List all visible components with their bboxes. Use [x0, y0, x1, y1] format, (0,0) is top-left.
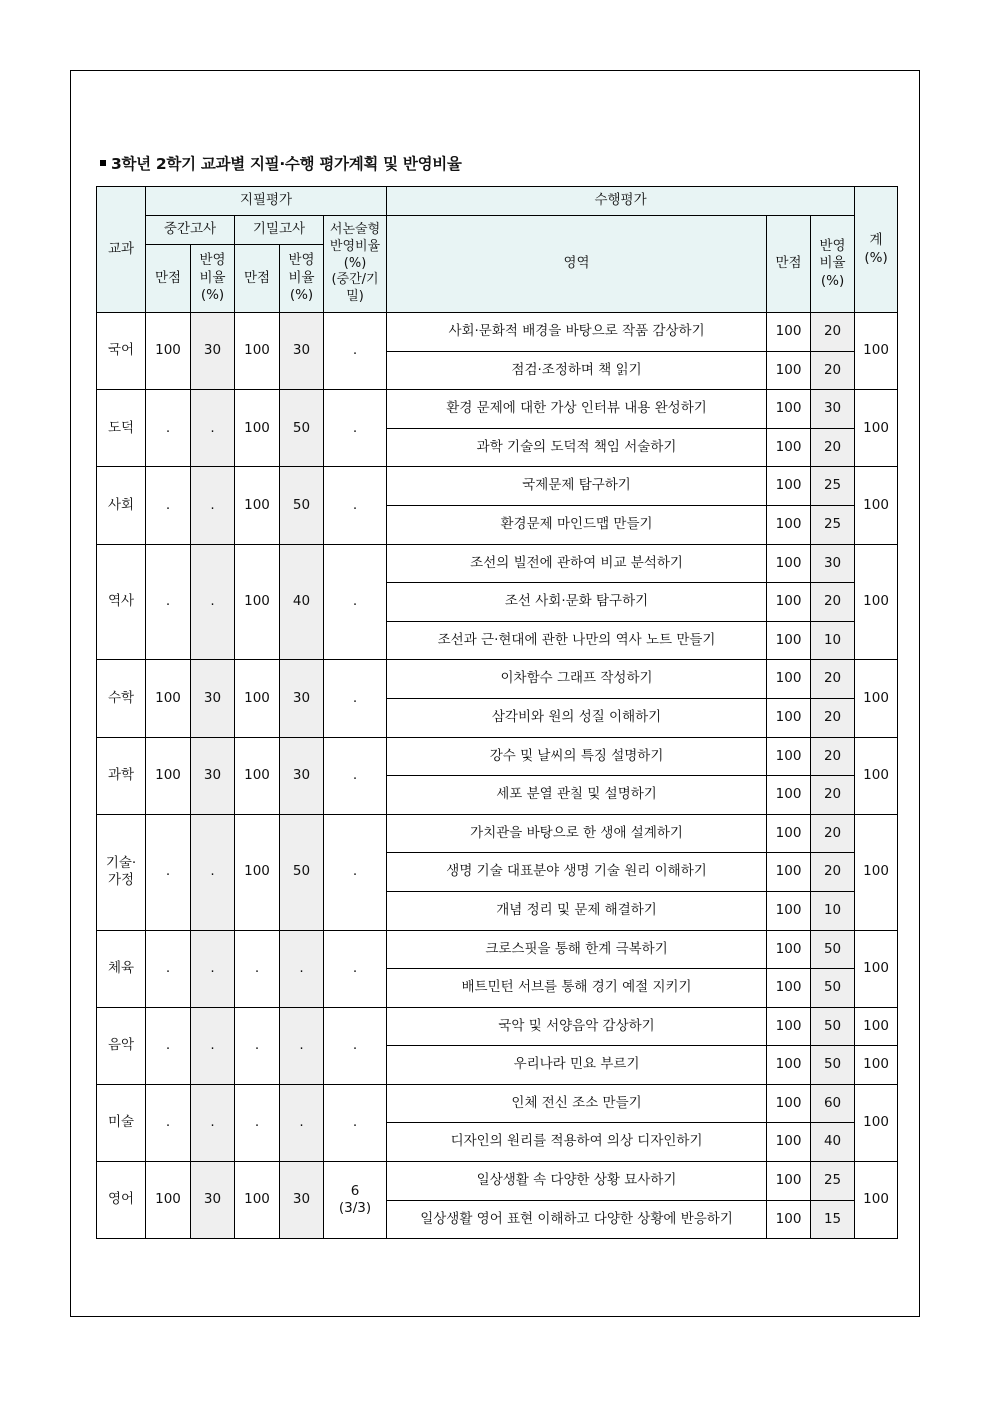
- perf-ratio: 50: [811, 1046, 855, 1085]
- perf-area: 환경 문제에 대한 가상 인터뷰 내용 완성하기: [387, 390, 767, 429]
- total-value: 100: [855, 814, 898, 930]
- perf-ratio: 20: [811, 428, 855, 467]
- perf-area: 국악 및 서양음악 감상하기: [387, 1007, 767, 1046]
- mid-full: 100: [146, 313, 191, 390]
- total-value: 100: [855, 467, 898, 544]
- subject-name: 영어: [97, 1162, 146, 1239]
- table-body: [97, 313, 898, 1239]
- perf-area: 배트민턴 서브를 통해 경기 예절 지키기: [387, 969, 767, 1008]
- essay-ratio: .: [324, 1084, 387, 1161]
- subject-name: 국어: [97, 313, 146, 390]
- table-row: [97, 544, 898, 583]
- perf-ratio: 25: [811, 1162, 855, 1201]
- fin-full: 100: [235, 390, 280, 467]
- perf-area: 생명 기술 대표분야 생명 기술 원리 이해하기: [387, 853, 767, 892]
- total-value: 100: [855, 660, 898, 737]
- perf-full: 100: [767, 698, 811, 737]
- perf-ratio: 20: [811, 583, 855, 622]
- perf-full: 100: [767, 621, 811, 660]
- subject-name: 기술· 가정: [97, 814, 146, 930]
- fin-full: 100: [235, 1162, 280, 1239]
- fin-ratio: 30: [280, 1162, 324, 1239]
- perf-ratio: 20: [811, 698, 855, 737]
- fin-full: .: [235, 1084, 280, 1161]
- perf-full: 100: [767, 737, 811, 776]
- total-value: 100: [855, 544, 898, 660]
- essay-ratio: .: [324, 467, 387, 544]
- mid-full: 100: [146, 1162, 191, 1239]
- perf-full: 100: [767, 930, 811, 969]
- mid-full: .: [146, 544, 191, 660]
- perf-ratio: 30: [811, 390, 855, 429]
- subject-name: 체육: [97, 930, 146, 1007]
- table-row: [97, 467, 898, 506]
- perf-area: 삼각비와 원의 성질 이해하기: [387, 698, 767, 737]
- perf-area: 조선 사회·문화 탐구하기: [387, 583, 767, 622]
- perf-full: 100: [767, 1200, 811, 1239]
- mid-full: .: [146, 390, 191, 467]
- mid-full: .: [146, 1007, 191, 1084]
- perf-ratio: 20: [811, 351, 855, 390]
- perf-area: 사회·문화적 배경을 바탕으로 작품 감상하기: [387, 313, 767, 352]
- perf-area: 과학 기술의 도덕적 책임 서술하기: [387, 428, 767, 467]
- total-value: 100: [855, 1162, 898, 1239]
- fin-full: 100: [235, 660, 280, 737]
- essay-ratio: .: [324, 1007, 387, 1084]
- perf-full: 100: [767, 776, 811, 815]
- table-row: [97, 390, 898, 429]
- square-bullet-icon: [100, 160, 106, 166]
- mid-ratio: .: [191, 467, 235, 544]
- header-midterm: 중간고사: [146, 216, 235, 245]
- perf-full: 100: [767, 1007, 811, 1046]
- mid-full: .: [146, 814, 191, 930]
- table-row: [97, 660, 898, 699]
- perf-area: 이차함수 그래프 작성하기: [387, 660, 767, 699]
- header-total: 계 (%): [855, 187, 898, 313]
- subject-name: 사회: [97, 467, 146, 544]
- header-mid-full: 만점: [146, 245, 191, 313]
- perf-area: 개념 정리 및 문제 해결하기: [387, 891, 767, 930]
- fin-full: 100: [235, 467, 280, 544]
- perf-ratio: 10: [811, 891, 855, 930]
- header-mid-ratio: 반영 비율 (%): [191, 245, 235, 313]
- fin-ratio: 50: [280, 814, 324, 930]
- total-value: 100: [855, 313, 898, 390]
- perf-full: 100: [767, 390, 811, 429]
- mid-ratio: .: [191, 1084, 235, 1161]
- perf-full: 100: [767, 505, 811, 544]
- mid-ratio: .: [191, 390, 235, 467]
- table-row: [97, 1084, 898, 1123]
- perf-area: 강수 및 날씨의 특징 설명하기: [387, 737, 767, 776]
- header-essay: 서논술형 반영비율 (%) (중간/기 밀): [324, 216, 387, 313]
- perf-ratio: 50: [811, 969, 855, 1008]
- perf-full: 100: [767, 1046, 811, 1085]
- perf-full: 100: [767, 467, 811, 506]
- perf-full: 100: [767, 969, 811, 1008]
- mid-ratio: 30: [191, 660, 235, 737]
- fin-ratio: .: [280, 930, 324, 1007]
- essay-ratio: .: [324, 313, 387, 390]
- fin-full: 100: [235, 544, 280, 660]
- mid-ratio: .: [191, 814, 235, 930]
- fin-full: 100: [235, 313, 280, 390]
- perf-area: 인체 전신 조소 만들기: [387, 1084, 767, 1123]
- perf-full: 100: [767, 853, 811, 892]
- perf-ratio: 20: [811, 660, 855, 699]
- table-row: [97, 1007, 898, 1046]
- mid-ratio: .: [191, 1007, 235, 1084]
- perf-ratio: 25: [811, 505, 855, 544]
- perf-area: 국제문제 탐구하기: [387, 467, 767, 506]
- perf-ratio: 30: [811, 544, 855, 583]
- perf-full: 100: [767, 544, 811, 583]
- perf-area: 환경문제 마인드맵 만들기: [387, 505, 767, 544]
- mid-ratio: .: [191, 930, 235, 1007]
- perf-area: 일상생활 속 다양한 상황 묘사하기: [387, 1162, 767, 1201]
- table-row: [97, 814, 898, 853]
- perf-area: 세포 분열 관칠 및 설명하기: [387, 776, 767, 815]
- perf-area: 조선의 빌전에 관하여 비교 분석하기: [387, 544, 767, 583]
- perf-ratio: 50: [811, 1007, 855, 1046]
- subject-name: 음악: [97, 1007, 146, 1084]
- perf-area: 점검·조정하며 책 읽기: [387, 351, 767, 390]
- fin-ratio: 30: [280, 737, 324, 814]
- essay-ratio: .: [324, 544, 387, 660]
- perf-full: 100: [767, 351, 811, 390]
- mid-ratio: .: [191, 544, 235, 660]
- fin-ratio: 30: [280, 313, 324, 390]
- perf-area: 조선과 근·현대에 관한 나만의 역사 노트 만들기: [387, 621, 767, 660]
- perf-ratio: 20: [811, 737, 855, 776]
- essay-ratio: .: [324, 660, 387, 737]
- perf-full: 100: [767, 583, 811, 622]
- fin-ratio: 50: [280, 467, 324, 544]
- header-final: 기밀고사: [235, 216, 324, 245]
- header-fin-ratio: 반영 비율 (%): [280, 245, 324, 313]
- essay-ratio: .: [324, 390, 387, 467]
- mid-full: .: [146, 930, 191, 1007]
- header-subject: 교과: [97, 187, 146, 313]
- perf-area: 크로스핏을 통해 한계 극복하기: [387, 930, 767, 969]
- perf-area: 우리나라 민요 부르기: [387, 1046, 767, 1085]
- fin-ratio: .: [280, 1007, 324, 1084]
- header-perf-full: 만점: [767, 216, 811, 313]
- page-title: 3학년 2학기 교과별 지필·수행 평가계획 및 반영비율: [100, 152, 462, 174]
- subject-name: 미술: [97, 1084, 146, 1161]
- mid-full: .: [146, 1084, 191, 1161]
- perf-full: 100: [767, 1084, 811, 1123]
- fin-ratio: 40: [280, 544, 324, 660]
- perf-full: 100: [767, 1162, 811, 1201]
- mid-ratio: 30: [191, 737, 235, 814]
- perf-ratio: 10: [811, 621, 855, 660]
- subject-name: 도덕: [97, 390, 146, 467]
- perf-ratio: 25: [811, 467, 855, 506]
- perf-full: 100: [767, 660, 811, 699]
- fin-full: .: [235, 930, 280, 1007]
- total-value: 100: [855, 930, 898, 1007]
- perf-full: 100: [767, 428, 811, 467]
- perf-ratio: 20: [811, 776, 855, 815]
- fin-ratio: 30: [280, 660, 324, 737]
- perf-area: 가치관을 바탕으로 한 생애 설계하기: [387, 814, 767, 853]
- perf-full: 100: [767, 814, 811, 853]
- mid-ratio: 30: [191, 313, 235, 390]
- table-row: [97, 737, 898, 776]
- fin-full: 100: [235, 814, 280, 930]
- perf-ratio: 20: [811, 853, 855, 892]
- subject-name: 역사: [97, 544, 146, 660]
- total-value: 100: [855, 737, 898, 814]
- perf-ratio: 50: [811, 930, 855, 969]
- fin-ratio: 50: [280, 390, 324, 467]
- table-row: [97, 1162, 898, 1201]
- total-value: 100: [855, 1007, 898, 1046]
- fin-ratio: .: [280, 1084, 324, 1161]
- perf-full: 100: [767, 891, 811, 930]
- header-performance: 수행평가: [387, 187, 855, 216]
- subject-name: 수학: [97, 660, 146, 737]
- perf-full: 100: [767, 1123, 811, 1162]
- essay-ratio: .: [324, 814, 387, 930]
- table-row: [97, 930, 898, 969]
- perf-ratio: 20: [811, 814, 855, 853]
- mid-full: 100: [146, 660, 191, 737]
- total-value: 100: [855, 390, 898, 467]
- total-value: 100: [855, 1084, 898, 1161]
- table-row: [97, 313, 898, 352]
- evaluation-table: [96, 186, 898, 1239]
- mid-ratio: 30: [191, 1162, 235, 1239]
- header-area: 영역: [387, 216, 767, 313]
- mid-full: .: [146, 467, 191, 544]
- subject-name: 과학: [97, 737, 146, 814]
- essay-ratio: 6 (3/3): [324, 1162, 387, 1239]
- mid-full: 100: [146, 737, 191, 814]
- header-written: 지필평가: [146, 187, 387, 216]
- essay-ratio: .: [324, 930, 387, 1007]
- essay-ratio: .: [324, 737, 387, 814]
- fin-full: 100: [235, 737, 280, 814]
- perf-area: 디자인의 원리를 적용하여 의상 디자인하기: [387, 1123, 767, 1162]
- header-fin-full: 만점: [235, 245, 280, 313]
- perf-ratio: 15: [811, 1200, 855, 1239]
- perf-ratio: 20: [811, 313, 855, 352]
- fin-full: .: [235, 1007, 280, 1084]
- header-perf-ratio: 반영 비율 (%): [811, 216, 855, 313]
- perf-full: 100: [767, 313, 811, 352]
- perf-area: 일상생활 영어 표현 이해하고 다양한 상황에 반응하기: [387, 1200, 767, 1239]
- perf-ratio: 60: [811, 1084, 855, 1123]
- perf-ratio: 40: [811, 1123, 855, 1162]
- total-value: 100: [855, 1046, 898, 1085]
